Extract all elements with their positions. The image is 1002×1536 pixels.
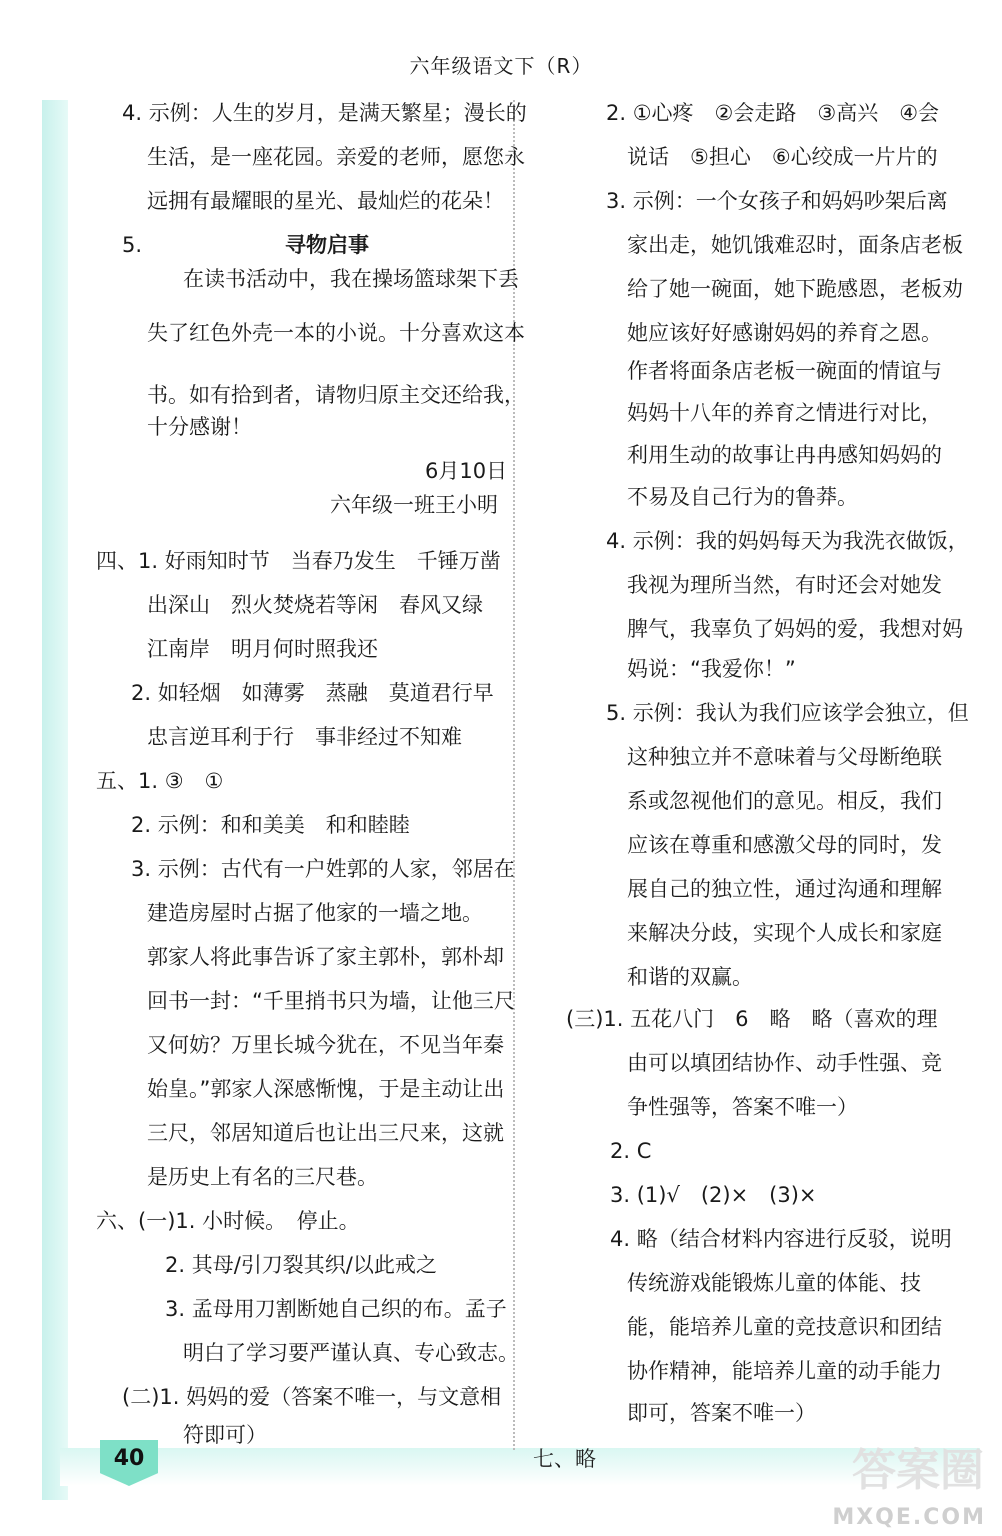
left-answer-line: 3. 示例：古代有一户姓郭的人家，邻居在	[131, 857, 515, 881]
right-answer-line: 协作精神，能培养儿童的动手能力	[627, 1359, 942, 1383]
right-answer-line: 争性强等，答案不唯一）	[627, 1095, 858, 1119]
left-answer-line: 三尺，邻居知道后也让出三尺来，这就	[147, 1121, 504, 1145]
left-answer-line: 出深山 烈火焚烧若等闲 春风又绿	[147, 593, 483, 617]
left-answer-line: 寻物启事	[285, 233, 369, 257]
right-answer-line: 她应该好好感谢妈妈的养育之恩。	[627, 321, 942, 345]
left-answer-line: 回书一封：“千里捎书只为墙，让他三尺	[147, 989, 515, 1013]
left-answer-line: 明白了学习要严谨认真、专心致志。	[183, 1341, 519, 1365]
right-answer-line: 和谐的双赢。	[627, 965, 753, 989]
right-answer-line: 来解决分歧，实现个人成长和家庭	[627, 921, 942, 945]
left-answer-line: 五、1. ③ ①	[96, 769, 224, 793]
page-number: 40	[113, 1446, 145, 1471]
left-answer-line: 六年级一班王小明	[330, 493, 498, 517]
left-answer-line: 又何妨？万里长城今犹在，不见当年秦	[147, 1033, 504, 1057]
left-answer-line: 远拥有最耀眼的星光、最灿烂的花朵！	[147, 189, 504, 213]
column-divider	[513, 100, 515, 1450]
right-answer-line: 脾气，我辜负了妈妈的爱，我想对妈	[627, 617, 963, 641]
watermark: MXQE.COM	[832, 1505, 986, 1530]
right-answer-line: 妈说：“我爱你！”	[627, 657, 796, 681]
left-answer-line: 2. 示例：和和美美 和和睦睦	[131, 813, 410, 837]
right-answer-line: 能，能培养儿童的竞技意识和团结	[627, 1315, 942, 1339]
right-answer-line: 5. 示例：我认为我们应该学会独立，但	[606, 701, 969, 725]
right-answer-line: 说话 ⑤担心 ⑥心绞成一片片的	[627, 145, 938, 169]
right-answer-line: 传统游戏能锻炼儿童的体能、技	[627, 1271, 921, 1295]
right-answer-line: 即可，答案不唯一）	[627, 1401, 816, 1425]
left-answer-line: 始皇。”郭家人深感惭愧，于是主动让出	[147, 1077, 505, 1101]
right-answer-line: 给了她一碗面，她下跪感恩，老板劝	[627, 277, 963, 301]
left-answer-line: 2. 如轻烟 如薄雾 蒸融 莫道君行早	[131, 681, 494, 705]
right-answer-line: 4. 略（结合材料内容进行反驳，说明	[610, 1227, 952, 1251]
left-answer-line: (二)1. 妈妈的爱（答案不唯一，与文意相	[122, 1385, 502, 1409]
right-answer-line: 2. ①心疼 ②会走路 ③高兴 ④会	[606, 101, 940, 125]
left-answer-line: 失了红色外壳一本的小说。十分喜欢这本	[147, 321, 525, 345]
right-answer-line: 展自己的独立性，通过沟通和理解	[627, 877, 942, 901]
right-answer-line: (三)1. 五花八门 6 略 略（喜欢的理	[566, 1007, 938, 1031]
right-answer-line: 我视为理所当然，有时还会对她发	[627, 573, 942, 597]
right-answer-line: 这种独立并不意味着与父母断绝联	[627, 745, 942, 769]
left-answer-line: 是历史上有名的三尺巷。	[147, 1165, 378, 1189]
right-answer-line: 作者将面条店老板一碗面的情谊与	[627, 359, 942, 383]
right-answer-line: 七、略	[533, 1447, 596, 1471]
watermark-logo: 答案圈	[852, 1445, 984, 1496]
left-answer-line: 3. 孟母用刀割断她自己织的布。孟子	[165, 1297, 507, 1321]
right-answer-line: 由可以填团结协作、动手性强、竞	[627, 1051, 942, 1075]
right-answer-line: 利用生动的故事让冉冉感知妈妈的	[627, 443, 942, 467]
left-answer-line: 郭家人将此事告诉了家主郭朴，郭朴却	[147, 945, 504, 969]
right-answer-line: 不易及自己行为的鲁莽。	[627, 485, 858, 509]
left-answer-line: 5.	[122, 233, 143, 257]
left-answer-line: 符即可）	[183, 1423, 267, 1447]
right-answer-line: 3. 示例：一个女孩子和妈妈吵架后离	[606, 189, 948, 213]
left-answer-line: 2. 其母/引刀裂其织/以此戒之	[165, 1253, 437, 1277]
left-answer-line: 江南岸 明月何时照我还	[147, 637, 378, 661]
left-answer-line: 四、1. 好雨知时节 当春乃发生 千锤万凿	[96, 549, 501, 573]
left-answer-line: 在读书活动中，我在操场篮球架下丢	[183, 267, 519, 291]
right-answer-line: 应该在尊重和感激父母的同时，发	[627, 833, 942, 857]
left-answer-line: 建造房屋时占据了他家的一墙之地。	[147, 901, 483, 925]
right-answer-line: 4. 示例：我的妈妈每天为我洗衣做饭，	[606, 529, 969, 553]
left-answer-line: 忠言逆耳利于行 事非经过不知难	[147, 725, 462, 749]
right-answer-line: 2. C	[610, 1139, 652, 1163]
right-answer-line: 家出走，她饥饿难忍时，面条店老板	[627, 233, 963, 257]
left-answer-line: 六、(一)1. 小时候。 停止。	[96, 1209, 360, 1233]
left-answer-line: 十分感谢！	[147, 415, 252, 439]
left-answer-line: 书。如有拾到者，请物归原主交还给我，	[147, 383, 525, 407]
left-answer-line: 6月10日	[425, 459, 508, 483]
side-color-bar	[42, 100, 68, 1500]
right-answer-line: 系或忽视他们的意见。相反，我们	[627, 789, 942, 813]
page-header: 六年级语文下（R）	[409, 54, 593, 78]
right-answer-line: 妈妈十八年的养育之情进行对比，	[627, 401, 942, 425]
left-answer-line: 4. 示例：人生的岁月，是满天繁星；漫长的	[122, 101, 527, 125]
right-answer-line: 3. (1)√ (2)× (3)×	[610, 1183, 817, 1207]
left-answer-line: 生活，是一座花园。亲爱的老师，愿您永	[147, 145, 525, 169]
bottom-band	[60, 1448, 980, 1486]
